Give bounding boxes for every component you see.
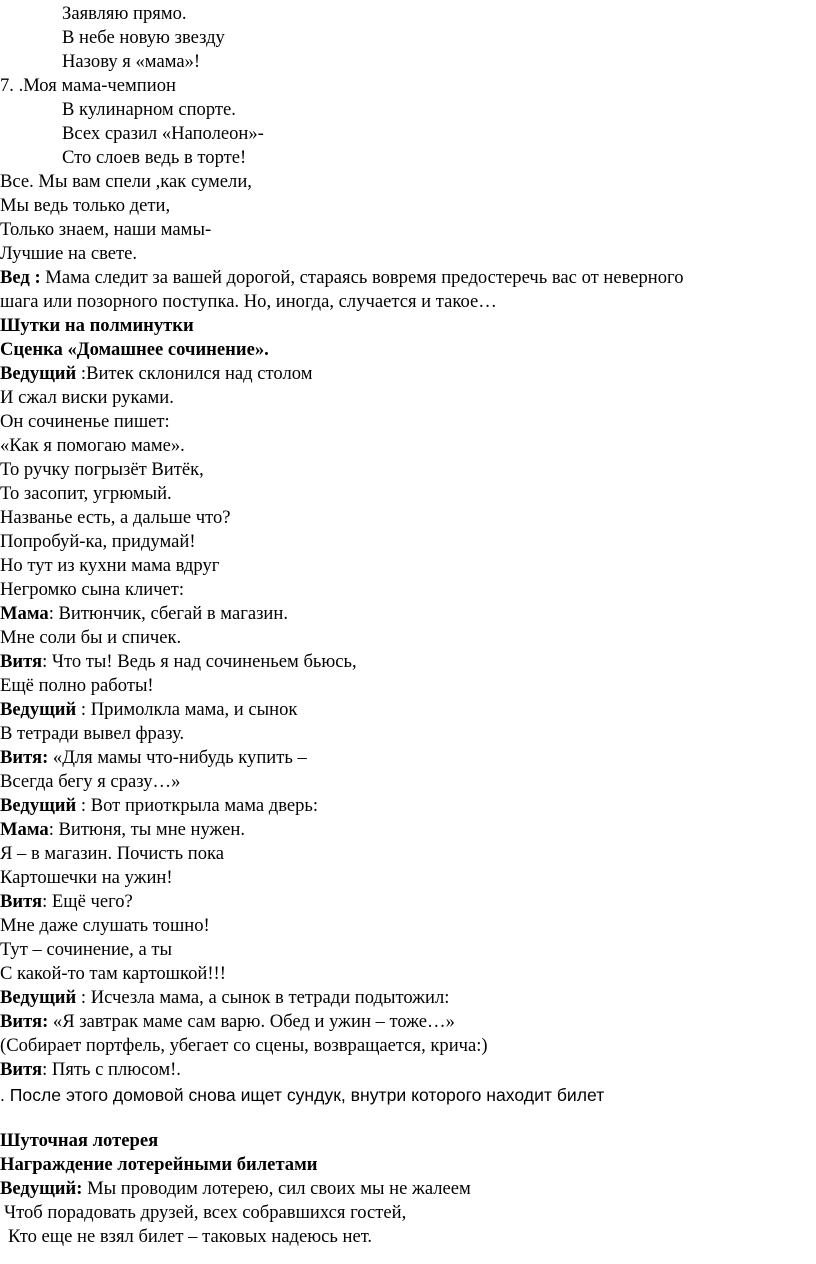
speaker-label: Витя [0,891,43,912]
text-line: Чтоб порадовать друзей, всех собравшихся гостей, [4,1202,407,1223]
speaker-label: Витя: [0,1011,49,1032]
speaker-label: Ведущий [0,363,77,384]
text-line: То засопит, угрюмый. [0,483,172,504]
speaker-label: Ведущий [0,699,77,720]
text-line: Заявляю прямо. [62,3,187,24]
speaker-label: Витя [0,651,43,672]
text-line: Всегда бегу я сразу…» [0,771,181,792]
speaker-label: Витя: [0,747,49,768]
text-line: Ведущий : Вот приоткрыла мама дверь: [0,795,319,816]
text-line: Ещё полно работы! [0,675,154,696]
text-line: Он сочиненье пишет: [0,411,170,432]
text-line: Названье есть, а дальше что? [0,507,231,528]
section-heading: Шутки на полминутки [0,315,194,336]
text-line: Мама: Витюнчик, сбегай в магазин. [0,603,288,624]
text-line: Сто слоев ведь в торте! [62,147,247,168]
section-heading: Шуточная лотерея [0,1130,159,1151]
text-line: То ручку погрызёт Витёк, [0,459,204,480]
text-line: Негромко сына кличет: [0,579,185,600]
text-line: шага или позорного поступка. Но, иногда, случается и такое… [0,291,497,312]
text-line: Ведущий: Мы проводим лотерею, сил своих мы не жалеем [0,1178,471,1199]
text-line: Мне соли бы и спичек. [0,627,182,648]
text-line: Витя: Ещё чего? [0,891,133,912]
text-line: Все. Мы вам спели ,как сумели, [0,171,252,192]
text-line: Лучшие на свете. [0,243,138,264]
text-line: Кто еще не взял билет – таковых надеюсь нет. [8,1226,373,1247]
speaker-label: Вед : [0,267,41,288]
text-line: Только знаем, наши мамы- [0,219,212,240]
speaker-label: Ведущий [0,795,77,816]
text-line: . После этого домовой снова ищет сундук, внутри которого находит билет [0,1085,605,1105]
text-line: Но тут из кухни мама вдруг [0,555,220,576]
text-line: Назову я «мама»! [62,51,201,72]
text-line: Ведущий : Исчезла мама, а сынок в тетради подытожил: [0,987,450,1008]
text-line: В тетради вывел фразу. [0,723,185,744]
text-line: Ведущий : Примолкла мама, и сынок [0,699,298,720]
text-line: Я – в магазин. Почисть пока [0,843,225,864]
text-line: (Собирает портфель, убегает со сцены, возвращается, крича:) [0,1035,488,1056]
text-line: Всех сразил «Наполеон»- [62,123,264,144]
text-line: И сжал виски руками. [0,387,174,408]
text-line: Витя: «Для мамы что-нибудь купить – [0,747,307,768]
text-line: Вед : Мама следит за вашей дорогой, стараясь вовремя предостеречь вас от неверного [0,267,684,288]
speaker-label: Витя [0,1059,43,1080]
text-line: «Как я помогаю маме». [0,435,185,456]
section-heading: Награждение лотерейными билетами [0,1154,318,1175]
text-line: Картошечки на ужин! [0,867,173,888]
text-line: Мама: Витюня, ты мне нужен. [0,819,246,840]
text-line: Мы ведь только дети, [0,195,171,216]
text-line: Витя: Пять с плюсом!. [0,1059,181,1080]
speaker-label: Ведущий: [0,1178,83,1199]
text-line: Тут – сочинение, а ты [0,939,172,960]
text-line: Мне даже слушать тошно! [0,915,210,936]
text-line: Ведущий :Витек склонился над столом [0,363,313,384]
text-line: В кулинарном спорте. [62,99,236,120]
text-line: 7. .Моя мама-чемпион [0,75,176,96]
text-line: Витя: Что ты! Ведь я над сочиненьем бьюсь, [0,651,357,672]
text-line: Попробуй-ка, придумай! [0,531,196,552]
section-heading: Сценка «Домашнее сочинение». [0,339,269,360]
speaker-label: Мама [0,603,49,624]
text-line: С какой-то там картошкой!!! [0,963,226,984]
speaker-label: Мама [0,819,49,840]
text-line: В небе новую звезду [62,27,225,48]
text-line: Витя: «Я завтрак маме сам варю. Обед и ужин – тоже…» [0,1011,455,1032]
speaker-label: Ведущий [0,987,77,1008]
